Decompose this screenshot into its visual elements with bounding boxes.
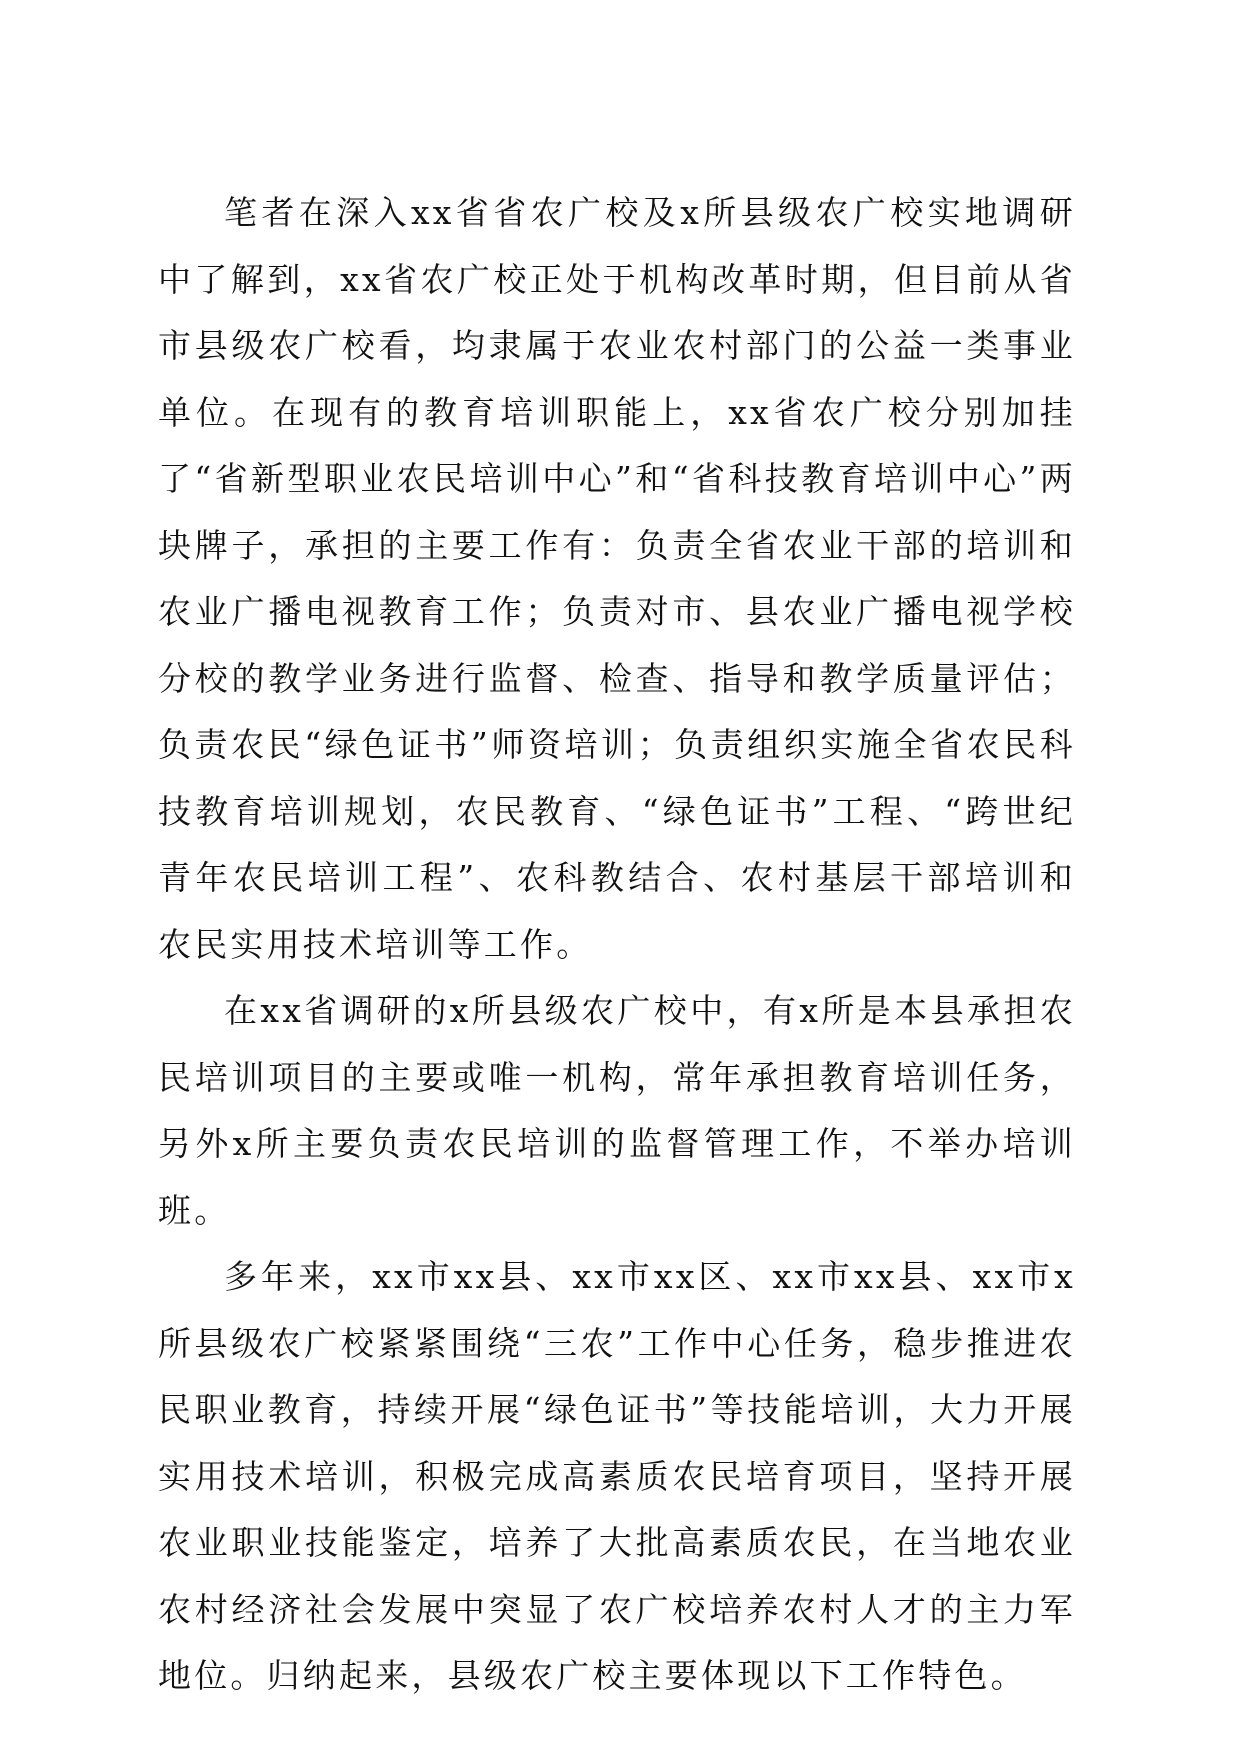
document-body [158,180,1076,1710]
paragraph-3: 多年来，xx市xx县、xx市xx区、xx市xx县、xx市x所县级农广校紧紧围绕“三农”工作中心任务，稳步推进农民职业教育，持续开展“绿色证书”等技能培训，大力开展实用技术培训，积极完成高素质农民培育项目，坚持开展农业职业技能鉴定，培养了大批高素质农民，在当地农业农村经济社会发展中突显了农广校培养农村人才的主力军地位。归纳起来，县级农广校主要体现以下工作特色。 [158,1257,1076,1695]
paragraph-1: 笔者在深入xx省省农广校及x所县级农广校实地调研中了解到，xx省农广校正处于机构改革时期，但目前从省市县级农广校看，均隶属于农业农村部门的公益一类事业单位。在现有的教育培训职能上，xx省农广校分别加挂了“省新型职业农民培训中心”和“省科技教育培训中心”两块牌子，承担的主要工作有：负责全省农业干部的培训和农业广播电视教育工作；负责对市、县农业广播电视学校分校的教学业务进行监督、检查、指导和教学质量评估；负责农民“绿色证书”师资培训；负责组织实施全省农民科技教育培训规划，农民教育、“绿色证书”工程、“跨世纪青年农民培训工程”、农科教结合、农村基层干部培训和农民实用技术培训等工作。 [158,193,1076,964]
paragraph-2: 在xx省调研的x所县级农广校中，有x所是本县承担农民培训项目的主要或唯一机构，常年承担教育培训任务，另外x所主要负责农民培训的监督管理工作，不举办培训班。 [158,991,1076,1230]
